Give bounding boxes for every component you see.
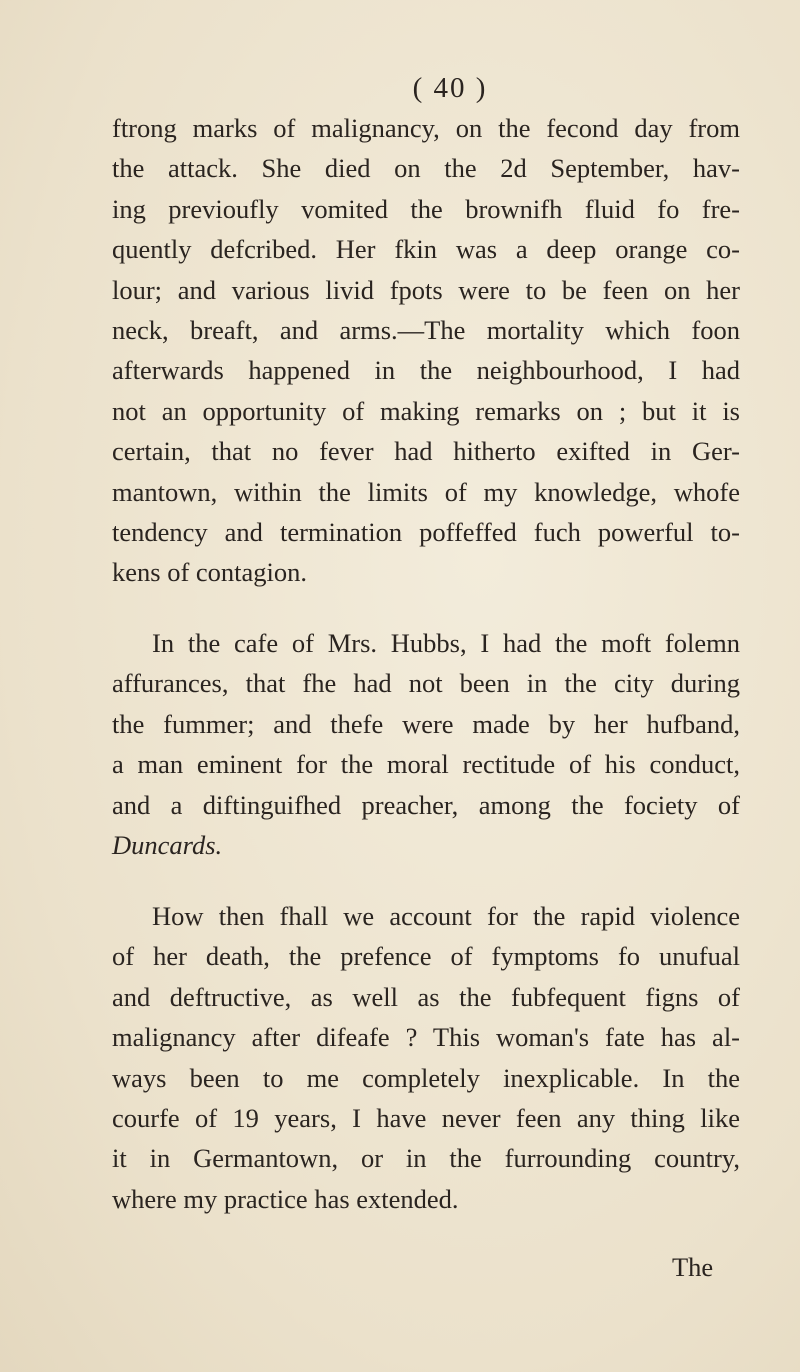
text-line: affurances, that fhe had not been in the city during — [112, 668, 740, 699]
text-line: afterwards happened in the neighbourhood, I had — [112, 355, 740, 386]
text-line: not an opportunity of making remarks on ; but it is — [112, 395, 740, 426]
italic-text: Duncards. — [112, 829, 223, 860]
text-line: ing previoufly vomited the brownifh fluid fo fre- — [112, 193, 740, 224]
text-line: neck, breaft, and arms.—The mortality which foon — [112, 314, 740, 345]
text-line: How then fhall we account for the rapid violence — [152, 901, 740, 931]
text-line: ftrong marks of malignancy, on the fecond day from — [112, 113, 740, 143]
paragraph-2 — [112, 623, 740, 865]
text-line: mantown, within the limits of my knowledge, whofe — [112, 476, 740, 507]
page-number: ( 40 ) — [412, 72, 488, 104]
text-line: tendency and termination poffeffed fuch powerful to- — [112, 516, 740, 547]
text-line: it in Germantown, or in the furrounding country, — [112, 1143, 740, 1174]
text-line: where my practice has extended. — [112, 1183, 459, 1214]
text-line: of her death, the prefence of fymptoms fo unufual — [112, 941, 740, 972]
text-line: quently defcribed. Her fkin was a deep orange co- — [112, 234, 740, 265]
paragraph-3 — [112, 896, 740, 1219]
catchword: The — [672, 1252, 714, 1282]
text-line: lour; and various livid fpots were to be feen on her — [112, 274, 740, 305]
text-line: and a diftinguifhed preacher, among the fociety of — [112, 789, 740, 820]
text-line: malignancy after difeafe ? This woman's fate has al- — [112, 1022, 740, 1053]
text-line: kens of contagion. — [112, 557, 308, 588]
text-line — [112, 825, 740, 865]
text-line: the fummer; and thefe were made by her hufband, — [112, 708, 740, 739]
paragraph-1 — [112, 108, 740, 593]
text-line: courfe of 19 years, I have never feen any thing like — [112, 1102, 740, 1133]
text-line: a man eminent for the moral rectitude of his conduct, — [112, 749, 740, 780]
text-line: and deftructive, as well as the fubfequent figns of — [112, 981, 740, 1012]
text-line: In the cafe of Mrs. Hubbs, I had the moft folemn — [152, 628, 740, 658]
text-line: the attack. She died on the 2d September, hav- — [112, 153, 740, 184]
text-line: certain, that no fever had hitherto exifted in Ger- — [112, 436, 740, 467]
text-line: ways been to me completely inexplicable. In the — [112, 1062, 740, 1093]
